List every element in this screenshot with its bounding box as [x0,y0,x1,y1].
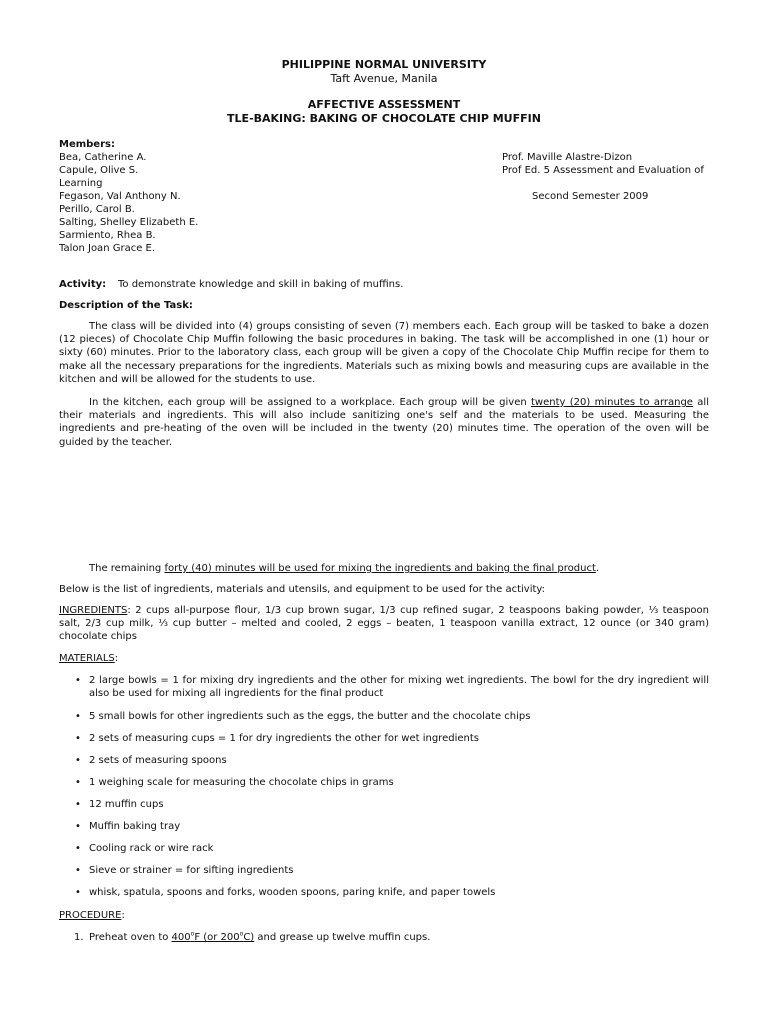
paragraph-text: . [595,563,600,574]
member-name: Perillo, Carol B. [59,204,135,215]
ingredients-label: INGREDIENTS [59,605,128,616]
bullet-icon: • [75,777,81,788]
temperature [172,932,255,943]
bullet-icon: • [75,799,81,810]
assessment-title: AFFECTIVE ASSESSMENT [307,98,461,111]
materials-label: MATERIALS [59,653,115,664]
activity-text: To demonstrate knowledge and skill in baking of muffins. [118,279,404,290]
subject-title: TLE-BAKING: BAKING OF CHOCOLATE CHIP MUFFIN [227,112,541,125]
list-item [59,710,709,723]
list-item [59,754,709,767]
list-item [59,798,709,811]
list-item-text: 2 sets of measuring cups = 1 for dry ingredients the other for wet ingredients [89,733,479,744]
bullet-icon: • [75,733,81,744]
temp-unit: F (or 200 [194,932,240,943]
activity-label: Activity: [59,279,107,290]
task-paragraph-2 [59,396,709,449]
list-item-text: 2 sets of measuring spoons [89,755,227,766]
label-colon: : [114,653,119,664]
list-item [59,674,709,700]
procedure-heading [59,909,125,922]
bullet-icon: • [75,865,81,876]
temp-unit: C) [243,932,255,943]
paragraph-text: In the kitchen, each group will be assigned to a workplace. Each group will be given [89,397,532,408]
list-item-text: 2 large bowls = 1 for mixing dry ingredients and the other for mixing wet ingredients. The bowl for the dry ingredient will also be used for mixing all ingredients for the final product [89,675,709,699]
instructor-name: Prof. Maville Alastre-Dizon [502,152,633,163]
member-name: Salting, Shelley Elizabeth E. [59,217,199,228]
list-item [59,886,709,899]
list-item [59,732,709,745]
member-name: Talon Joan Grace E. [59,243,156,254]
underlined-text: twenty (20) minutes to arrange [531,397,693,408]
list-item-text: Sieve or strainer = for sifting ingredients [89,865,294,876]
bullet-icon: • [75,821,81,832]
bullet-icon: • [75,755,81,766]
underlined-text: forty (40) minutes will be used for mixing the ingredients and baking the final product [164,563,596,574]
member-name: Bea, Catherine A. [59,152,147,163]
course-name: Prof Ed. 5 Assessment and Evaluation of [502,165,704,176]
list-item-text: 12 muffin cups [89,799,164,810]
procedure-step-1 [89,931,430,944]
university-address: Taft Avenue, Manila [330,72,438,85]
list-item [59,864,709,877]
list-item-text: Cooling rack or wire rack [89,843,214,854]
list-item [59,842,709,855]
member-name: Fegason, Val Anthony N. [59,191,181,202]
list-item-text: 1 weighing scale for measuring the chocolate chips in grams [89,777,394,788]
label-colon: : [121,910,125,921]
step-text: Preheat oven to [89,932,172,943]
list-item-text: 5 small bowls for other ingredients such as the eggs, the butter and the chocolate chips [89,711,531,722]
task-heading: Description of the Task: [59,300,193,311]
member-name: Sarmiento, Rhea B. [59,230,156,241]
step-text: and grease up twelve muffin cups. [254,932,431,943]
ingredients-paragraph [59,604,709,644]
bullet-icon: • [75,843,81,854]
procedure-step-number: 1. [74,932,84,943]
semester: Second Semester 2009 [532,191,649,202]
ingredients-text: : 2 cups all-purpose flour, 1/3 cup brown sugar, 1/3 cup refined sugar, 2 teaspoons baking powder, ⅓ teaspoon salt, 2/3 cup milk, ⅓ cup butter – melted and cooled, 2 eggs – beaten, 1 teaspoon vanilla extract, 12 ounce (or 340 gram) chocolate chips [59,605,709,643]
procedure-label: PROCEDURE [59,910,122,921]
list-item [59,820,709,833]
paragraph-text: all their materials and ingredients. This will also include sanitizing one's self and the materials to be used. Measuring the ingredients and pre-heating of the oven will be included in the twenty (20) minutes time. The operation of the oven will be guided by the teacher. [59,397,709,448]
bullet-icon: • [75,711,81,722]
members-label: Members: [59,139,115,150]
list-intro: Below is the list of ingredients, materials and utensils, and equipment to be used for the activity: [59,584,545,595]
task-paragraph-3 [59,562,709,575]
university-name: PHILIPPINE NORMAL UNIVERSITY [281,58,487,71]
bullet-icon: • [75,675,81,686]
degree-mark: o [190,930,195,938]
list-item-text: whisk, spatula, spoons and forks, wooden spoons, paring knife, and paper towels [89,887,496,898]
degree-mark: o [239,930,244,938]
member-name: Capule, Olive S. [59,165,139,176]
paragraph-text: The remaining [89,563,165,574]
list-item-text: Muffin baking tray [89,821,181,832]
member-name: Learning [59,178,103,189]
materials-heading [59,652,118,665]
task-paragraph-1: The class will be divided into (4) groups consisting of seven (7) members each. Each group will be tasked to bake a dozen (12 pieces) of Chocolate Chip Muffin following the basic procedures in baking. The task will be accomplished in one (1) hour or sixty (60) minutes. Prior to the laboratory class, each group will be given a copy of the Chocolate Chip Muffin recipe for them to make all the necessary preparations for the ingredients. Materials such as mixing bowls and measuring cups are available in the kitchen and will be allowed for the students to use. [59,321,709,385]
list-item [59,776,709,789]
bullet-icon: • [75,887,81,898]
temp-value: 400 [171,932,191,943]
